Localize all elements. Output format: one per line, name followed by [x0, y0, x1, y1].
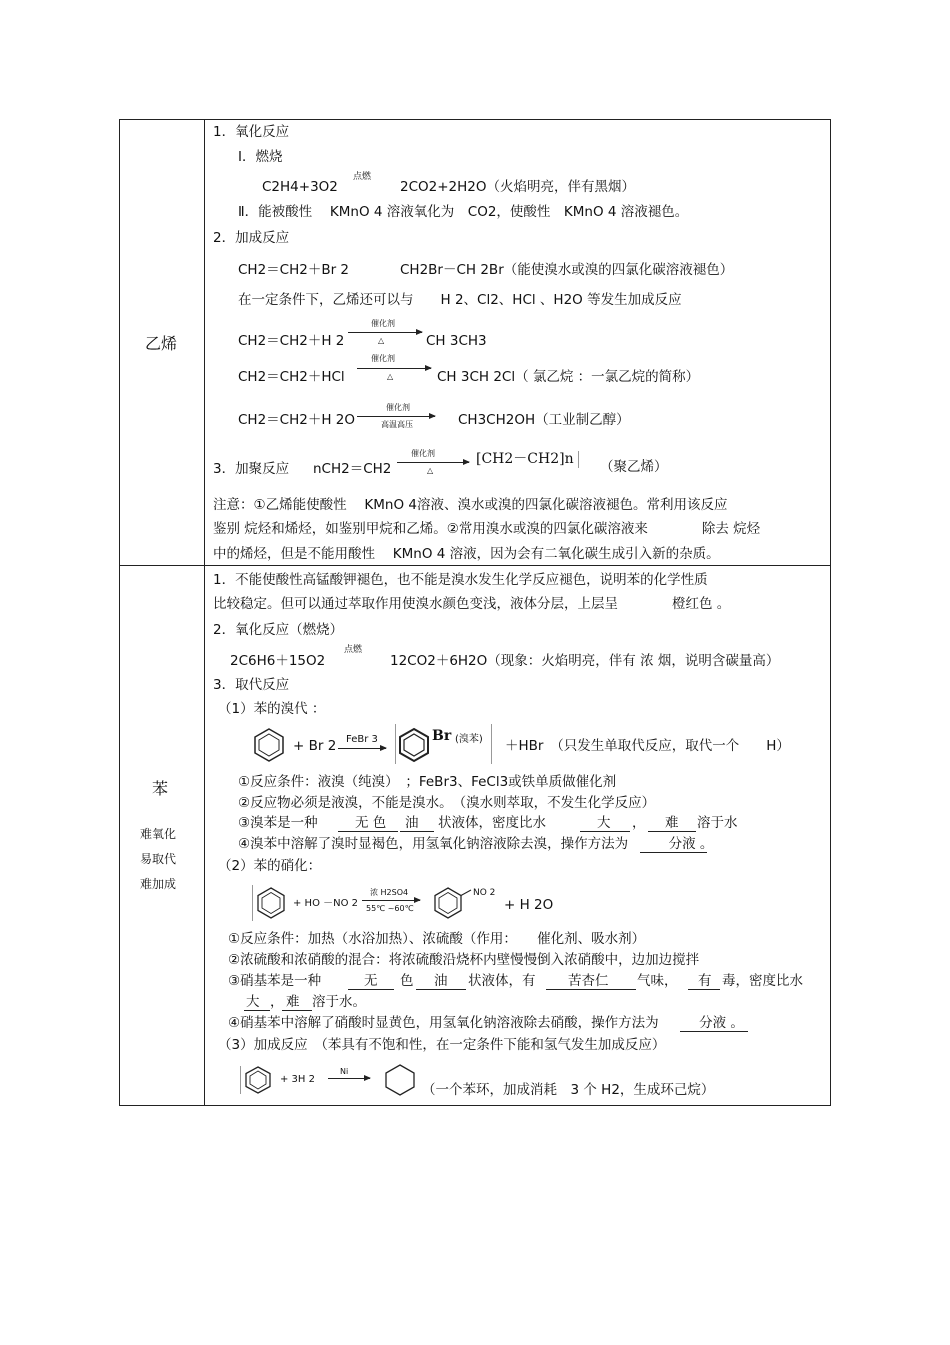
benzene-addition-heading: （3）加成反应 （苯具有不饱和性，在一定条件下能和氢气发生加成反应） [218, 1037, 666, 1053]
benzene-label: 苯 [152, 779, 169, 798]
nitrobenzene-desc-start: ③硝基苯是一种 [228, 973, 322, 989]
hcl-heat-label: △ [387, 372, 394, 381]
bromination-products: ＋HBr （只发生单取代反应，取代一个 H） [505, 738, 790, 754]
poly-reaction-arrow [397, 462, 469, 463]
bromobenzene-ring-icon [398, 728, 430, 762]
table-row-divider [119, 565, 831, 566]
hydrogenation-arrow [328, 1078, 370, 1079]
underline-solubility [648, 831, 696, 832]
benzene-substitution-heading: 3．取代反应 [213, 677, 290, 693]
nitrobenzene-color: 色 [400, 973, 414, 989]
polyethylene-unit: [CH2－CH2]n [476, 451, 579, 468]
underline-density [580, 831, 630, 832]
nitro-group: NO 2 [473, 888, 496, 898]
nitrobenzene-toxic: 有 [698, 973, 712, 989]
h2o-high-temp-pressure-label: 高温高压 [381, 420, 413, 429]
bromination-arrow [338, 748, 386, 749]
bromobenzene-name: (溴苯) [455, 734, 483, 745]
table-col-divider [204, 119, 205, 1106]
bromobenzene-solubility: 难 [665, 815, 679, 831]
nitration-water: + H 2O [504, 897, 554, 913]
table-bottom-border [119, 1105, 831, 1106]
poly-catalyst-label: 催化剂 [411, 449, 435, 458]
benzene-bromination-heading: （1）苯的溴代 ： [218, 701, 326, 717]
ethylene-polymerization-heading: 3．加聚反应 [213, 461, 290, 477]
hydrogenation-bracket-left [240, 1066, 241, 1094]
underline-oil [400, 831, 434, 832]
ethylene-combustion-heading: Ⅰ．燃烧 [238, 149, 283, 165]
nitration-note-2: ②浓硫酸和浓硝酸的混合：将浓硫酸沿烧杯内壁慢慢倒入浓硝酸中，边加边搅拌 [228, 952, 700, 968]
benzene-nitration-heading: （2）苯的硝化： [218, 858, 322, 874]
bromobenzene-comma: ， [632, 815, 646, 831]
ethylene-combustion-products: 2CO2+2H2O（火焰明亮，伴有黑烟） [400, 179, 635, 195]
nitration-acid-condition: 浓 H2SO4 [370, 888, 409, 897]
underline-density-2 [244, 1010, 270, 1011]
bromobenzene-bracket-right [491, 724, 492, 764]
benzene-side-note-1: 难氧化 [140, 827, 177, 841]
nitrobenzene-solubility: 难 [286, 994, 300, 1010]
nitrobenzene-comma: ， [270, 994, 284, 1010]
nitrobenzene-oil: 油 [434, 973, 448, 989]
underline-oil-2 [416, 989, 466, 990]
underline-smell [546, 989, 636, 990]
ethylene-h2-products: CH 3CH3 [426, 333, 487, 349]
underline-no [348, 989, 394, 990]
ethylene-br2-reactants: CH2＝CH2＋Br 2 [238, 262, 350, 278]
bromobenzene-desc-end: 溶于水 [697, 815, 738, 831]
ethylene-h2o-reactants: CH2＝CH2＋H 2O [238, 412, 355, 428]
nitrobenzene-desc-end: 溶于水。 [312, 994, 366, 1010]
ethylene-hcl-reactants: CH2＝CH2＋HCl [238, 369, 345, 385]
h2o-reaction-arrow [357, 416, 435, 417]
benzene-ring-icon-3 [244, 1066, 272, 1094]
benzene-combustion-condition: 点燃 [344, 645, 363, 655]
underline-color [338, 831, 398, 832]
bromination-note-2: ②反应物必须是液溴，不能是溴水。 （溴水则萃取，不发生化学反应） [238, 795, 656, 811]
underline-method-2 [680, 1031, 748, 1032]
nitration-note-1: ①反应条件：加热（水浴加热）、浓硫酸（作用： 催化剂、吸水剂） [228, 931, 646, 947]
nitrobenzene-desc-density: 毒，密度比水 [722, 973, 803, 989]
nitration-note-4: ④硝基苯中溶解了硝酸时显黄色，用氢氧化钠溶液除去硝酸，操作方法为 分液 。 [228, 1015, 744, 1031]
table-right-border [830, 119, 831, 1106]
bromobenzene-desc-mid: 状液体，密度比水 [438, 815, 546, 831]
underline-method-1 [640, 852, 707, 853]
benzene-side-note-3: 难加成 [140, 877, 177, 891]
ethylene-poly-reactant: nCH2＝CH2 [313, 461, 392, 477]
ethylene-h2-reactants: CH2＝CH2＋H 2 [238, 333, 345, 349]
bromobenzene-desc-start: ③溴苯是一种 [238, 815, 318, 831]
nitric-acid-reactant: + HO －NO 2 [293, 898, 359, 909]
bromobenzene-density: 大 [597, 815, 611, 831]
ethylene-combustion-reactants: C2H4+3O2 [262, 179, 338, 195]
febr3-catalyst-label: FeBr 3 [346, 734, 378, 745]
ethylene-other-additions: 在一定条件下，乙烯还可以与 H 2、Cl2、HCl 、H2O 等发生加成反应 [238, 292, 682, 308]
nitrobenzene-desc-smell: 气味， [637, 973, 678, 989]
ethylene-br2-products: CH2Br－CH 2Br（能使溴水或溴的四氯化碳溶液褪色） [400, 262, 734, 278]
benzene-ring-icon [253, 728, 285, 762]
benzene-oxidation-heading: 2．氧化反应（燃烧） [213, 622, 344, 638]
nitration-arrow [362, 900, 420, 901]
nitrobenzene-smell: 苦杏仁 [568, 973, 609, 989]
ethylene-h2o-products: CH3CH2OH（工业制乙醇） [458, 412, 630, 428]
underline-toxic [688, 989, 720, 990]
benzene-ring-icon-2 [256, 887, 286, 919]
poly-heat-label: △ [427, 466, 434, 475]
ethylene-combustion-condition: 点燃 [353, 172, 372, 182]
hcl-reaction-arrow [357, 368, 431, 369]
h2-reaction-arrow [348, 332, 422, 333]
ethylene-addition-heading: 2．加成反应 [213, 230, 290, 246]
h2-heat-label: △ [378, 336, 385, 345]
benzene-combustion-reactants: 2C6H6＋15O2 [230, 653, 326, 669]
h2-catalyst-label: 催化剂 [371, 319, 395, 328]
benzene-stability-line2: 比较稳定。但可以通过萃取作用使溴水颜色变浅，液体分层，上层呈 橙红色 。 [213, 596, 731, 612]
table-top-border [119, 119, 831, 120]
ni-catalyst-label: Ni [340, 1067, 349, 1076]
ethylene-note-line2: 鉴别 烷烃和烯烃，如鉴别甲烷和乙烯。②常用溴水或溴的四氯化碳溶液来 除去 烷烃 [213, 521, 761, 537]
hydrogenation-result: （一个苯环，加成消耗 3 个 H2，生成环己烷） [422, 1082, 715, 1098]
ethylene-kmno4-text: Ⅱ．能被酸性 KMnO 4 溶液氧化为 CO2，使酸性 KMnO 4 溶液褪色。 [238, 204, 689, 220]
ethylene-note-line1: 注意：①乙烯能使酸性 KMnO 4溶液、溴水或溴的四氯化碳溶液褪色。常利用该反应 [213, 497, 728, 513]
ethylene-label: 乙烯 [145, 334, 178, 353]
hydrogen-reactant: + 3H 2 [280, 1074, 315, 1085]
polyethylene-label: （聚乙烯） [600, 459, 668, 475]
nitrobenzene-desc-mid: 状液体，有 [468, 973, 536, 989]
ethylene-note-line3: 中的烯烃，但是不能用酸性 KMnO 4 溶液，因为会有二氧化碳生成引入新的杂质。 [213, 546, 720, 562]
bromination-plus-br2: + Br 2 [293, 738, 337, 754]
nitration-temp-condition: 55℃ ~60℃ [366, 904, 414, 913]
table-left-border [119, 119, 120, 1106]
bromobenzene-bracket [395, 724, 396, 764]
cyclohexane-ring-icon [384, 1064, 416, 1096]
bromobenzene-color: 无 色 [355, 815, 387, 831]
benzene-combustion-products: 12CO2＋6H2O（现象：火焰明亮，伴有 浓 烟，说明含碳量高） [390, 653, 780, 669]
hcl-catalyst-label: 催化剂 [371, 354, 395, 363]
ethylene-hcl-products: CH 3CH 2Cl（ 氯乙烷 ：一氯乙烷的简称） [437, 369, 700, 385]
bromine-substituent: Br [432, 728, 452, 744]
nitrobenzene-density: 大 [246, 994, 260, 1010]
ethylene-oxidation-heading: 1．氧化反应 [213, 124, 290, 140]
bromination-note-4: ④溴苯中溶解了溴时显褐色，用氢氧化钠溶液除去溴，操作方法为 分液 。 [238, 836, 714, 852]
bromination-note-1: ①反应条件：液溴（纯溴） ；FeBr3、FeCl3或铁单质做催化剂 [238, 774, 617, 790]
bromobenzene-oil: 油 [405, 815, 419, 831]
benzene-stability-line1: 1．不能使酸性高锰酸钾褪色，也不能是溴水发生化学反应褪色，说明苯的化学性质 [213, 572, 708, 588]
underline-solubility-2 [282, 1010, 312, 1011]
benzene-side-note-2: 易取代 [140, 852, 177, 866]
h2o-catalyst-label: 催化剂 [386, 403, 410, 412]
nitration-bracket-left [252, 885, 253, 921]
nitrobenzene-no: 无 [364, 973, 378, 989]
